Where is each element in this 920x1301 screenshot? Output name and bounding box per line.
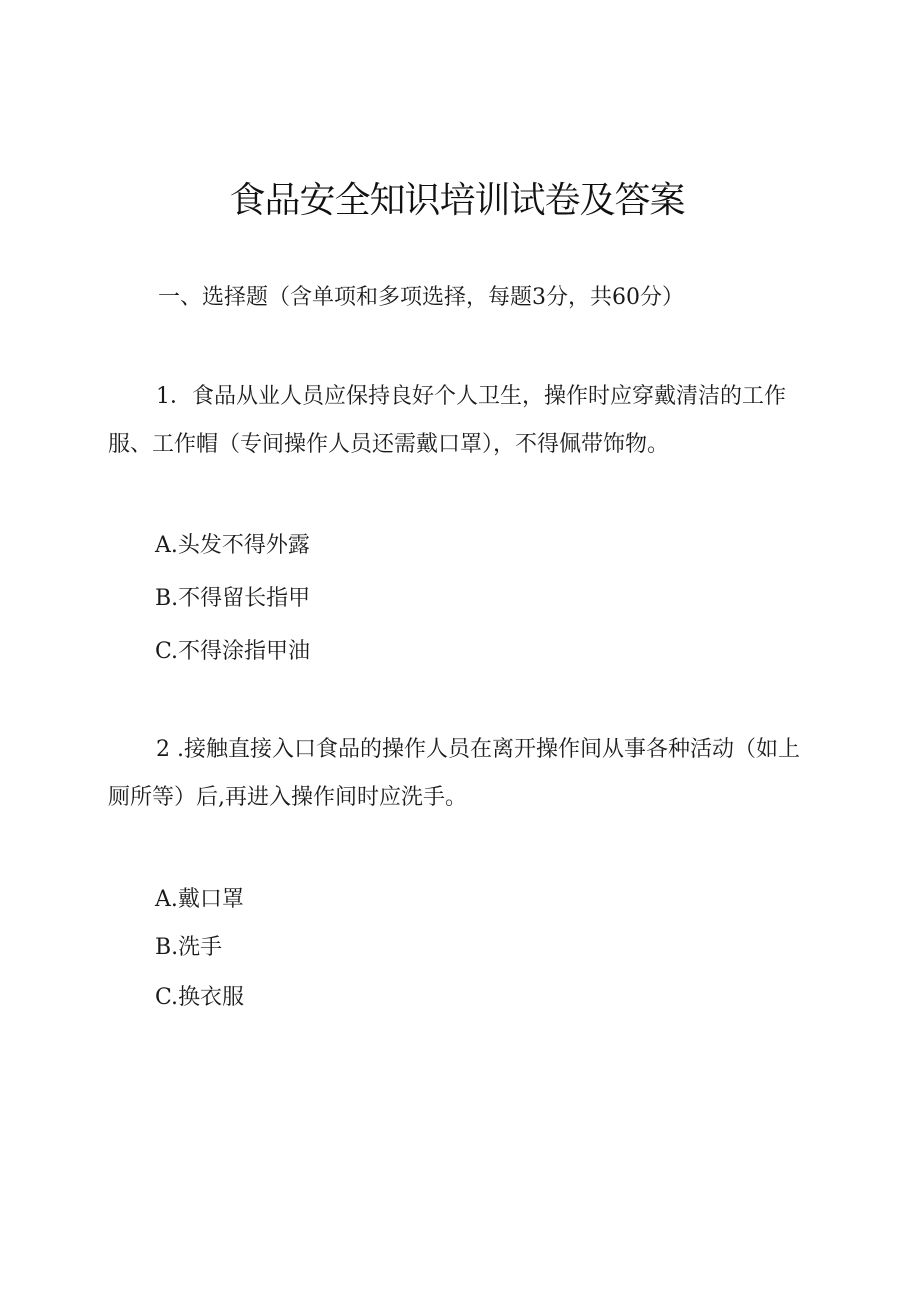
question-2-option-c: C.换衣服 — [155, 985, 245, 1010]
section-heading: 一、选择题（含单项和多项选择，每题3分，共60分） — [158, 285, 684, 310]
question-1-option-b: B.不得留长指甲 — [155, 586, 311, 611]
document-title: 食品安全知识培训试卷及答案 — [229, 180, 685, 221]
question-2-option-b: B.洗手 — [155, 935, 223, 960]
question-1-text: 1．食品从业人员应保持良好个人卫生，操作时应穿戴清洁的工作服、工作帽（专间操作人员还需戴口罩），不得佩带饰物。 — [108, 384, 786, 457]
question-2-text: 2 .接触直接入口食品的操作人员在离开操作间从事各种活动（如上厕所等）后,再进入操作间时应洗手。 — [108, 737, 800, 810]
question-1-option-c: C.不得涂指甲油 — [155, 639, 311, 664]
question-1-option-a: A.头发不得外露 — [155, 533, 310, 558]
question-2-option-a: A.戴口罩 — [155, 887, 244, 912]
